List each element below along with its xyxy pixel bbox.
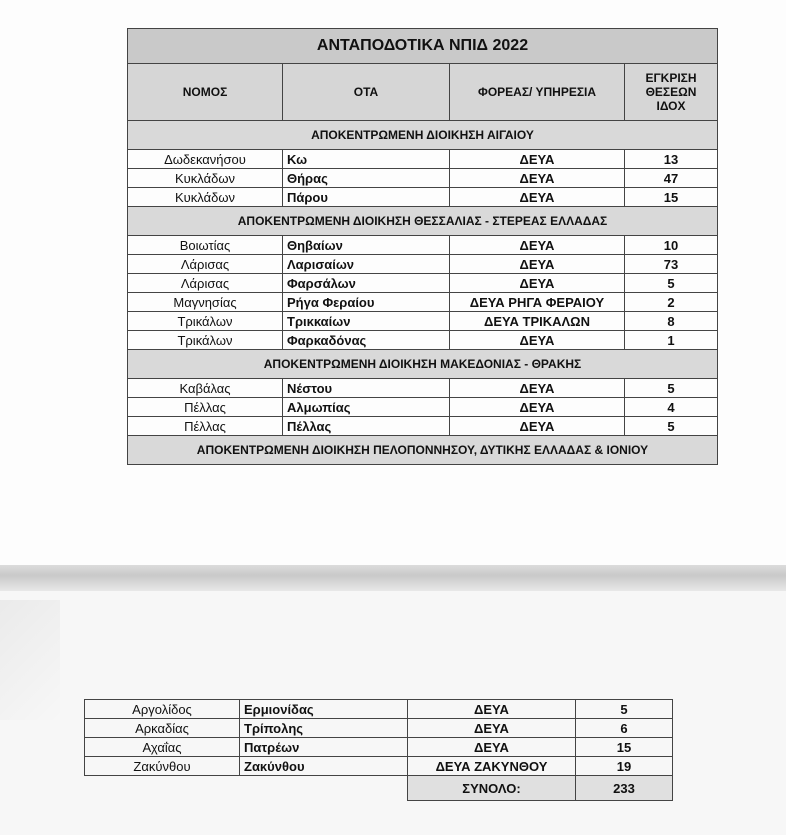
cell-ota: Αλμωπίας [283,398,450,417]
cell-theseis: 5 [625,379,718,398]
region-row [128,121,718,150]
header-row [128,64,718,121]
region-name: ΑΠΟΚΕΝΤΡΩΜΕΝΗ ΔΙΟΙΚΗΣΗ ΠΕΛΟΠΟΝΝΗΣΟΥ, ΔΥΤΙΚΗΣ ΕΛΛΑΔΑΣ & ΙΟΝΙΟΥ [128,436,718,465]
total-row [85,776,673,801]
table-row [128,274,718,293]
cell-theseis: 5 [625,274,718,293]
cell-nomos: Δωδεκανήσου [128,150,283,169]
cell-nomos: Βοιωτίας [128,236,283,255]
title-row [128,29,718,64]
cell-nomos: Αρκαδίας [85,719,240,738]
header-foreas: ΦΟΡΕΑΣ/ ΥΠΗΡΕΣΙΑ [450,64,625,121]
cell-nomos: Λάρισας [128,255,283,274]
cell-ota: Θήρας [283,169,450,188]
table-title: ΑΝΤΑΠΟΔΟΤΙΚΑ ΝΠΙΔ 2022 [128,29,718,64]
cell-theseis: 8 [625,312,718,331]
table-row [128,150,718,169]
cell-nomos: Καβάλας [128,379,283,398]
cell-theseis: 2 [625,293,718,312]
cell-theseis: 1 [625,331,718,350]
cell-foreas: ΔΕΥΑ [450,236,625,255]
continued-table-body [85,700,673,776]
cell-ota: Πέλλας [283,417,450,436]
cell-ota: Λαρισαίων [283,255,450,274]
cell-ota: Ζακύνθου [240,757,408,776]
cell-foreas: ΔΕΥΑ ΡΗΓΑ ΦΕΡΑΙΟΥ [450,293,625,312]
cell-ota: Τρίπολης [240,719,408,738]
cell-foreas: ΔΕΥΑ [450,331,625,350]
cell-foreas: ΔΕΥΑ ΖΑΚΥΝΘΟΥ [408,757,576,776]
cell-theseis: 5 [625,417,718,436]
cell-theseis: 13 [625,150,718,169]
cell-foreas: ΔΕΥΑ [450,150,625,169]
cell-foreas: ΔΕΥΑ [450,188,625,207]
cell-theseis: 5 [576,700,673,719]
region-name: ΑΠΟΚΕΝΤΡΩΜΕΝΗ ΔΙΟΙΚΗΣΗ ΘΕΣΣΑΛΙΑΣ - ΣΤΕΡΕΑΣ ΕΛΛΑΔΑΣ [128,207,718,236]
cell-ota: Θηβαίων [283,236,450,255]
table-row [128,293,718,312]
cell-nomos: Λάρισας [128,274,283,293]
cell-nomos: Πέλλας [128,398,283,417]
cell-ota: Ρήγα Φεραίου [283,293,450,312]
cell-nomos: Ζακύνθου [85,757,240,776]
table-row [128,169,718,188]
cell-foreas: ΔΕΥΑ [450,274,625,293]
total-label: ΣΥΝΟΛΟ: [408,776,576,801]
region-name: ΑΠΟΚΕΝΤΡΩΜΕΝΗ ΔΙΟΙΚΗΣΗ ΑΙΓΑΙΟΥ [128,121,718,150]
cell-nomos: Μαγνησίας [128,293,283,312]
region-row [128,207,718,236]
cell-ota: Πάρου [283,188,450,207]
region-row [128,350,718,379]
header-ota: ΟΤΑ [283,64,450,121]
table-row [85,719,673,738]
table-row [128,312,718,331]
table-row [128,255,718,274]
page-gap [0,565,786,591]
cell-ota: Φαρκαδόνας [283,331,450,350]
cell-nomos: Πέλλας [128,417,283,436]
table-row [128,379,718,398]
table-row [128,417,718,436]
cell-theseis: 73 [625,255,718,274]
table-row [85,700,673,719]
cell-nomos: Αργολίδος [85,700,240,719]
region-row [128,436,718,465]
header-egkrisi-line2: ΘΕΣΕΩΝ [645,85,697,99]
cell-nomos: Τρικάλων [128,331,283,350]
cell-foreas: ΔΕΥΑ [450,417,625,436]
table-row [128,188,718,207]
scan-smudge [0,600,60,720]
cell-foreas: ΔΕΥΑ ΤΡΙΚΑΛΩΝ [450,312,625,331]
cell-nomos: Κυκλάδων [128,188,283,207]
cell-nomos: Κυκλάδων [128,169,283,188]
cell-foreas: ΔΕΥΑ [408,719,576,738]
cell-nomos: Τρικάλων [128,312,283,331]
cell-ota: Νέστου [283,379,450,398]
cell-nomos: Αχαΐας [85,738,240,757]
cell-foreas: ΔΕΥΑ [450,398,625,417]
table-row [128,236,718,255]
table-row [128,331,718,350]
cell-theseis: 4 [625,398,718,417]
table-row [128,398,718,417]
main-table [127,28,718,465]
header-egkrisi-line1: ΕΓΚΡΙΣΗ [645,71,697,85]
cell-theseis: 15 [576,738,673,757]
total-spacer [85,776,408,801]
cell-ota: Φαρσάλων [283,274,450,293]
cell-theseis: 10 [625,236,718,255]
cell-theseis: 15 [625,188,718,207]
region-name: ΑΠΟΚΕΝΤΡΩΜΕΝΗ ΔΙΟΙΚΗΣΗ ΜΑΚΕΔΟΝΙΑΣ - ΘΡΑΚΗΣ [128,350,718,379]
cell-theseis: 19 [576,757,673,776]
cell-foreas: ΔΕΥΑ [450,169,625,188]
cell-foreas: ΔΕΥΑ [450,255,625,274]
cell-ota: Ερμιονίδας [240,700,408,719]
continued-table [84,699,673,801]
cell-foreas: ΔΕΥΑ [450,379,625,398]
cell-theseis: 6 [576,719,673,738]
header-egkrisi [625,64,718,121]
table-row [85,738,673,757]
cell-foreas: ΔΕΥΑ [408,738,576,757]
main-table-body [128,121,718,465]
table-row [85,757,673,776]
cell-theseis: 47 [625,169,718,188]
header-egkrisi-line3: ΙΔΟΧ [656,99,686,113]
cell-ota: Πατρέων [240,738,408,757]
cell-ota: Κω [283,150,450,169]
total-value: 233 [576,776,673,801]
cell-foreas: ΔΕΥΑ [408,700,576,719]
header-nomos: ΝΟΜΟΣ [128,64,283,121]
cell-ota: Τρικκαίων [283,312,450,331]
